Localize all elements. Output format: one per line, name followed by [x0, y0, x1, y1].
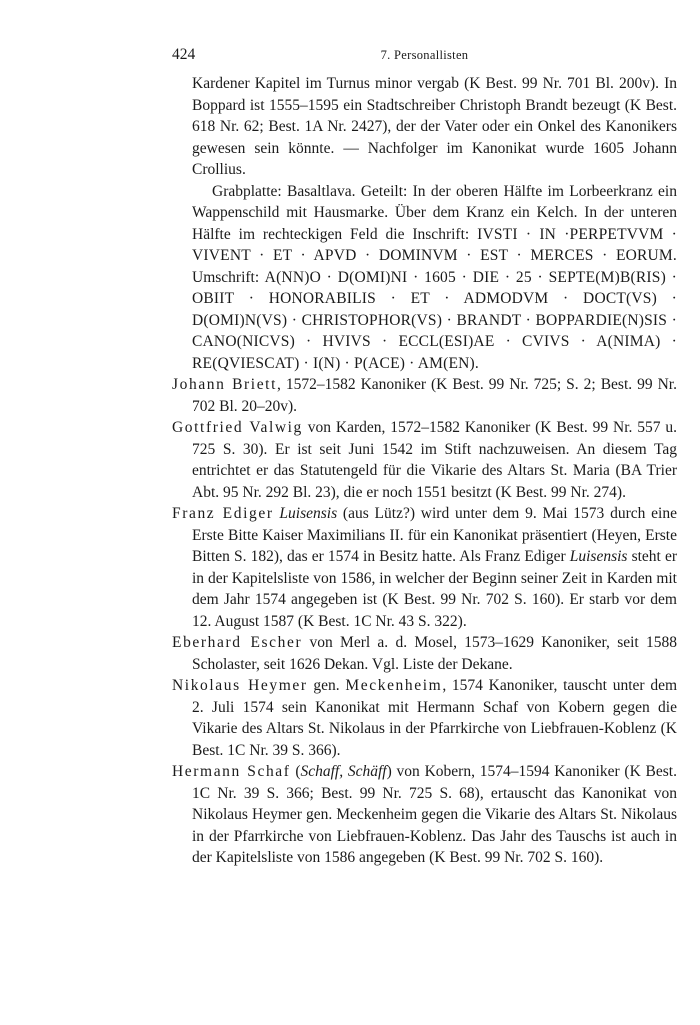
entry-gottfried-valwig: [172, 417, 677, 503]
page-number: 424: [172, 46, 196, 63]
entry-hermann-schaf: [172, 761, 677, 869]
italic-term: Luisensis: [279, 505, 338, 522]
person-name: Johann Briett: [172, 376, 277, 393]
grabplatte-paragraph: [172, 181, 677, 375]
entry-eberhard-escher: [172, 632, 677, 675]
grabplatte-umschrift: A(NN)O · D(OMI)NI · 1605 · DIE · 25 · SEPTE(M)B(RIS) · OBIIT · HONORABILIS · ET · ADMODVM · DOCT(VS) · D(OMI)N(VS) · CHRISTOPHOR(VS) · BRANDT · BOPPARDIE(N)SIS · CANO(NICVS) · HVIVS · ECCL(ESI)AE · CVIVS · A(NIMA) · RE(QVIESCAT) · I(N) · P(ACE) · AM(EN).: [192, 268, 678, 372]
entry-johann-briett: [172, 374, 677, 417]
entry-text: , 1574 Kanoniker, tauscht unter dem 2. Juli 1574 sein Kanonikat mit Hermann Schaf von Kobern gegen die Vikarie des Altars St. Nikolaus in der Pfarrkirche von Liebfrauen-Koblenz (K Best. 1C Nr. 39 S. 366).: [192, 677, 678, 759]
person-name: Gottfried Valwig: [172, 419, 303, 436]
person-name: Eberhard Escher: [172, 634, 303, 651]
umschrift-label: Umschrift:: [192, 268, 260, 286]
entry-text: , 1572–1582 Kanoniker (K Best. 99 Nr. 725; S. 2; Best. 99 Nr. 702 Bl. 20–20v).: [192, 376, 677, 415]
entry-text: steht er in der Kapitelsliste von 1586, in welcher der Beginn seiner Zeit in Karden mit dem Jahr 1574 angegeben ist (K Best. 99 Nr. 702 S. 160). Er starb vor dem 12. August 1587 (K Best. 1C Nr. 43 S. 322).: [192, 548, 677, 630]
entry-nikolaus-heymer: [172, 675, 677, 761]
running-head: 7. Personallisten: [380, 48, 469, 62]
person-name-alias: Meckenheim: [345, 677, 443, 694]
entry-franz-ediger: [172, 503, 677, 632]
grabplatte-inscription: IVSTI · IN ·PERPETVVM · VIVENT · ET · APVD · DOMINVM · EST · MERCES · EORUM.: [192, 225, 677, 264]
italic-term: Luisensis: [569, 548, 628, 565]
italic-term: Schaff, Schäff: [300, 763, 387, 780]
person-name: Nikolaus Heymer: [172, 677, 308, 694]
entry-text: ) von Kobern, 1574–1594 Kanoniker (K Best. 1C Nr. 39 S. 366; Best. 99 Nr. 725 S. 68), ertauscht das Kanonikat von Nikolaus Heymer gen. Meckenheim gegen die Vikarie des Altars St. Nikolaus in der Pfarrkirche von Liebfrauen-Koblenz. Das Jahr des Tauschs ist auch in der Kapitelsliste von 1586 angegeben (K Best. 99 Nr. 702 S. 160).: [192, 763, 677, 866]
entry-text: (: [290, 763, 301, 780]
entry-text: von Karden, 1572–1582 Kanoniker (K Best. 99 Nr. 557 u. 725 S. 30). Er ist seit Juni 1542 im Stift nachzuweisen. An diesem Tag entrichtet er das Statutengeld für die Vikarie des Altars St. Maria (BA Trier Abt. 95 Nr. 292 Bl. 23), die er noch 1551 besitzt (K Best. 99 Nr. 274).: [192, 419, 677, 501]
page-body: [172, 73, 677, 869]
entry-text: gen.: [307, 677, 346, 694]
page-header: [172, 46, 677, 68]
person-name: Franz Ediger: [172, 505, 274, 522]
entry-text: von Merl a. d. Mosel, 1573–1629 Kanoniker, seit 1588 Scholaster, seit 1626 Dekan. Vgl. Liste der Dekane.: [192, 634, 677, 673]
continuation-paragraph: Kardener Kapitel im Turnus minor vergab (K Best. 99 Nr. 701 Bl. 200v). In Boppard ist 1555–1595 ein Stadtschreiber Christoph Brandt bezeugt (K Best. 618 Nr. 62; Best. 1A Nr. 2427), der der Vater oder ein Onkel des Kanonikers gewesen sein könnte. — Nachfolger im Kanonikat wurde 1605 Johann Crollius.: [192, 75, 677, 178]
person-name: Hermann Schaf: [172, 763, 291, 780]
grabplatte-intro: Grabplatte: Basaltlava. Geteilt: In der oberen Hälfte im Lorbeerkranz ein Wappenschild mit Hausmarke. Über dem Kranz ein Kelch. In der unteren Hälfte im rechteckigen Feld die Inschrift:: [192, 182, 677, 243]
entry-text: (aus Lütz?) wird unter dem 9. Mai 1573 durch eine Erste Bitte Kaiser Maximilians II. für ein Kanonikat präsentiert (Heyen, Erste Bitten S. 182), das er 1574 in Besitz hatte. Als Franz Ediger: [192, 505, 677, 565]
